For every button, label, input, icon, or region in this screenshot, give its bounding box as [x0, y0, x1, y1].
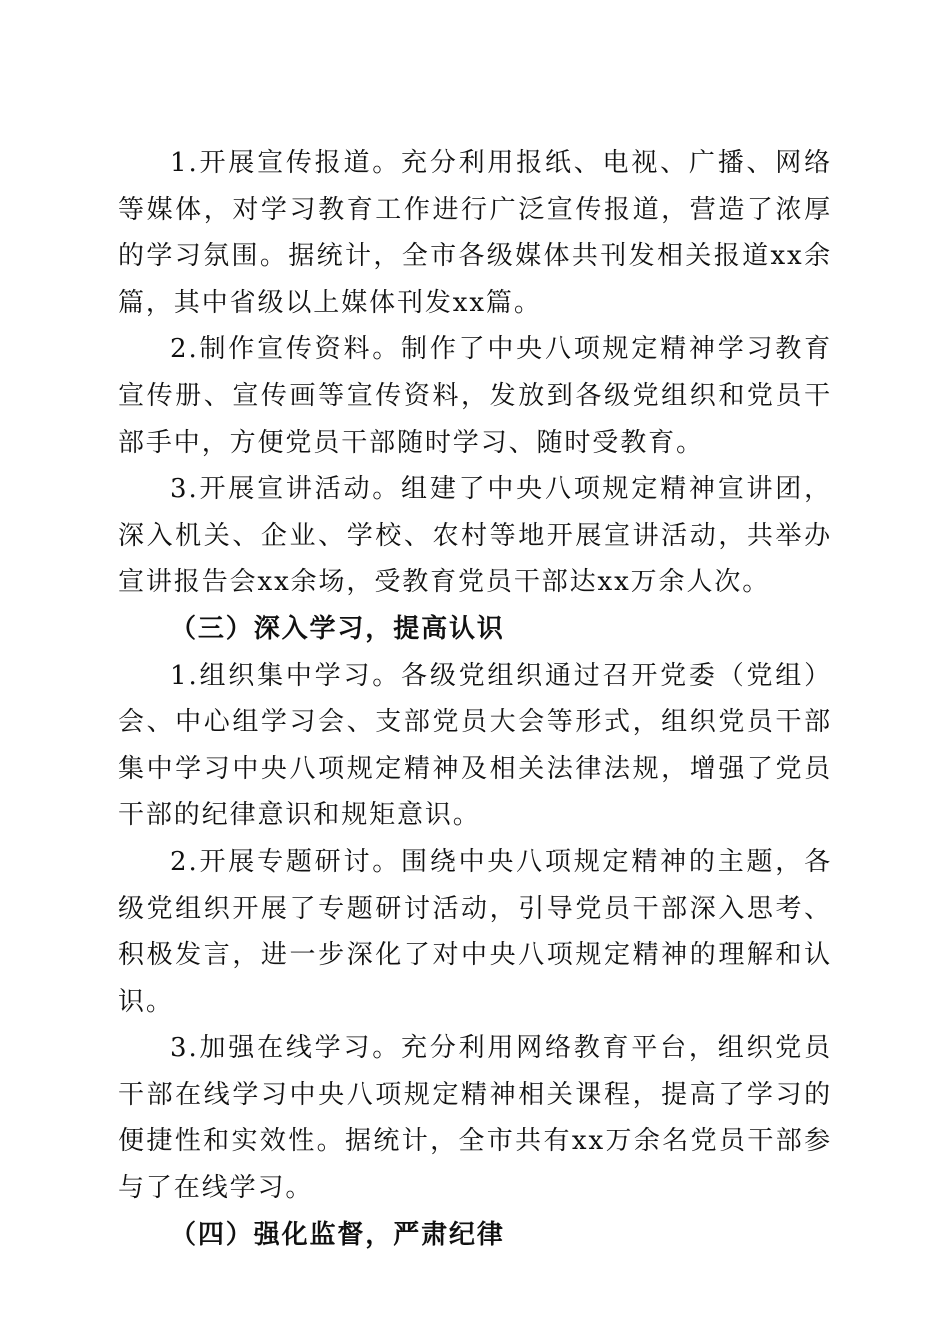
- paragraph-online-study: 3.加强在线学习。充分利用网络教育平台，组织党员干部在线学习中央八项规定精神相关课程，提高了学习的便捷性和实效性。据统计，全市共有xx万余名党员干部参与了在线学习。: [118, 1033, 832, 1204]
- section-heading-3: （三）深入学习，提高认识: [170, 613, 505, 644]
- paragraph-publicity-materials: 2.制作宣传资料。制作了中央八项规定精神学习教育宣传册、宣传画等宣传资料，发放到各级党组织和党员干部手中，方便党员干部随时学习、随时受教育。: [118, 334, 832, 458]
- paragraph-seminar: 2.开展专题研讨。围绕中央八项规定精神的主题，各级党组织开展了专题研讨活动，引导党员干部深入思考、积极发言，进一步深化了对中央八项规定精神的理解和认识。: [118, 846, 832, 1017]
- paragraph-publicity-reports: 1.开展宣传报道。充分利用报纸、电视、广播、网络等媒体，对学习教育工作进行广泛宣传报道，营造了浓厚的学习氛围。据统计，全市各级媒体共刊发相关报道xx余篇，其中省级以上媒体刊发xx篇。: [118, 148, 832, 318]
- paragraph-centralized-study: 1.组织集中学习。各级党组织通过召开党委（党组）会、中心组学习会、支部党员大会等形式，组织党员干部集中学习中央八项规定精神及相关法律法规，增强了党员干部的纪律意识和规矩意识。: [118, 660, 832, 831]
- section-heading-4: （四）强化监督，严肃纪律: [170, 1219, 505, 1250]
- document-body: [118, 140, 832, 1258]
- paragraph-lecture-activities: 3.开展宣讲活动。组建了中央八项规定精神宣讲团，深入机关、企业、学校、农村等地开展宣讲活动，共举办宣讲报告会xx余场，受教育党员干部达xx万余人次。: [118, 474, 832, 598]
